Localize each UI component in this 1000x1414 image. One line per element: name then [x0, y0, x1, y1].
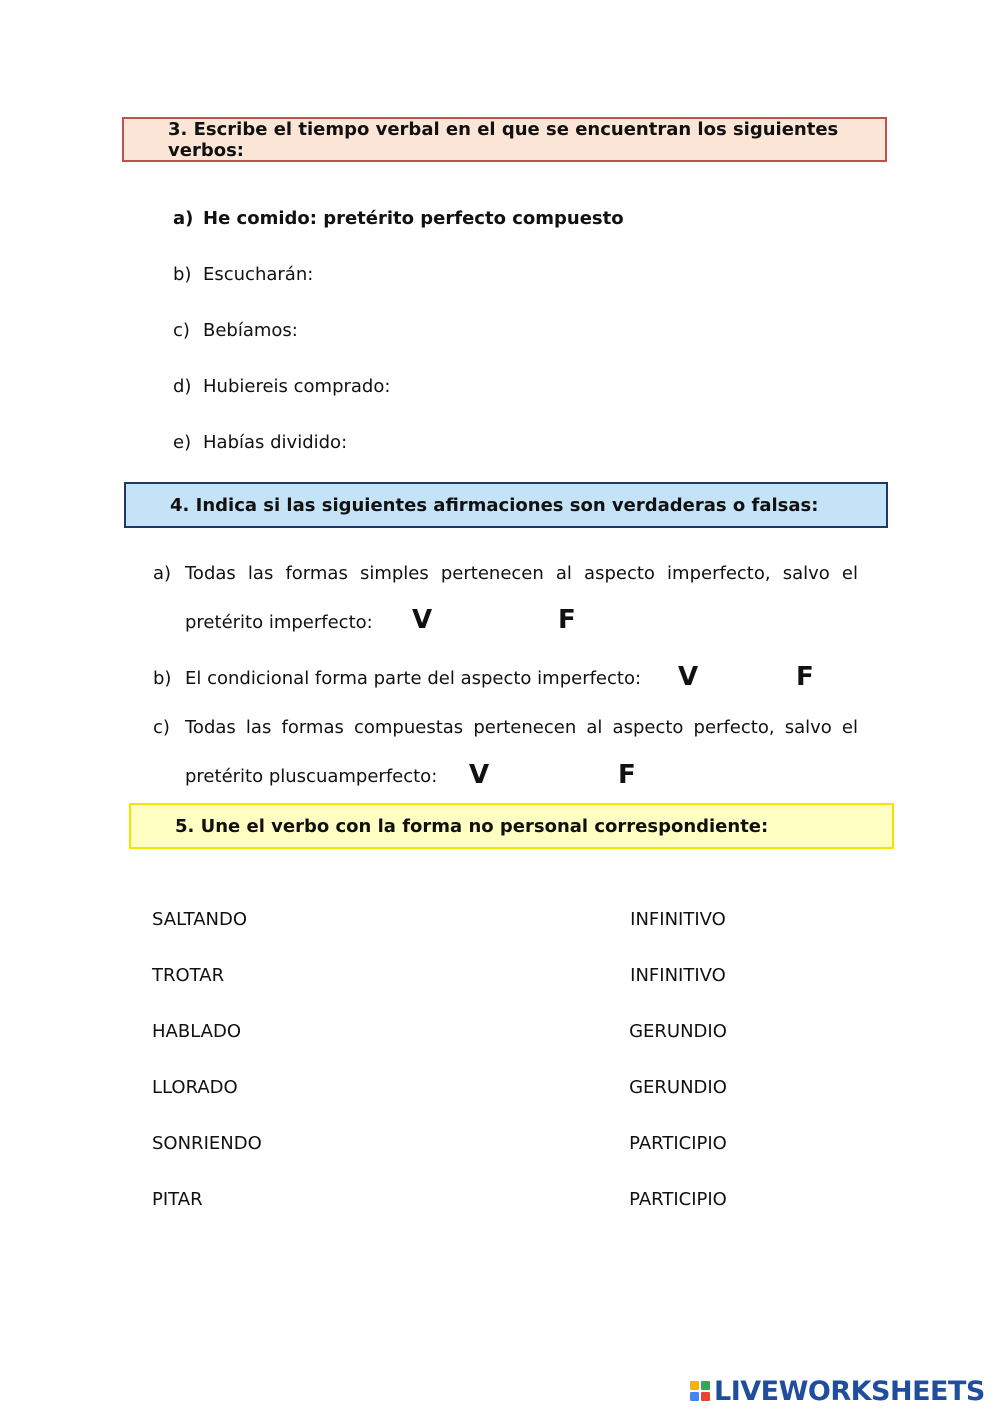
item-text: Escucharán:: [203, 264, 314, 285]
form-item[interactable]: INFINITIVO: [630, 965, 726, 986]
form-item[interactable]: GERUNDIO: [629, 1021, 727, 1042]
section-3-header: [122, 117, 887, 162]
item-letter: a): [173, 208, 194, 229]
false-option-4c[interactable]: F: [618, 760, 636, 790]
true-option-4b[interactable]: V: [678, 662, 699, 692]
statement-line-2: pretérito imperfecto:: [185, 612, 373, 633]
statement-line-1: Todas las formas simples pertenecen al aspecto imperfecto, salvo el: [185, 563, 858, 584]
item-text: Bebíamos:: [203, 320, 298, 341]
form-item[interactable]: INFINITIVO: [630, 909, 726, 930]
item-letter: c): [173, 320, 190, 341]
item-letter: b): [173, 264, 192, 285]
section-5-title: 5. Une el verbo con la forma no personal correspondiente:: [175, 815, 769, 837]
section-4-header: [124, 482, 888, 528]
false-option-4b[interactable]: F: [796, 662, 814, 692]
question-3b[interactable]: [173, 264, 313, 285]
verb-item[interactable]: PITAR: [152, 1189, 203, 1210]
verb-item[interactable]: SALTANDO: [152, 909, 248, 930]
statement-4c: [153, 717, 858, 787]
statement-4a: [153, 563, 858, 633]
question-3d[interactable]: [173, 376, 390, 397]
form-item[interactable]: PARTICIPIO: [629, 1189, 727, 1210]
item-letter: a): [153, 563, 172, 584]
form-item[interactable]: PARTICIPIO: [629, 1133, 727, 1154]
item-text: Habías dividido:: [203, 432, 348, 453]
statement-line-1: Todas las formas compuestas pertenecen al aspecto perfecto, salvo el: [185, 717, 858, 738]
logo-text: LIVEWORKSHEETS: [714, 1375, 985, 1407]
form-item[interactable]: GERUNDIO: [629, 1077, 727, 1098]
verb-item[interactable]: TROTAR: [152, 965, 225, 986]
verb-item[interactable]: HABLADO: [152, 1021, 241, 1042]
section-5-header: [129, 803, 894, 849]
section-3-title: 3. Escribe el tiempo verbal en el que se encuentran los siguientes verbos:: [168, 118, 839, 161]
item-letter: b): [153, 668, 172, 689]
false-option-4a[interactable]: F: [558, 605, 576, 635]
question-3c[interactable]: [173, 320, 298, 341]
true-option-4a[interactable]: V: [412, 605, 433, 635]
true-option-4c[interactable]: V: [469, 760, 490, 790]
item-letter: d): [173, 376, 192, 397]
item-letter: e): [173, 432, 192, 453]
item-text: He comido: pretérito perfecto compuesto: [203, 208, 624, 229]
statement-line-2: pretérito pluscuamperfecto:: [185, 766, 438, 787]
question-3a: [173, 208, 624, 229]
item-text: Hubiereis comprado:: [203, 376, 391, 397]
verb-item[interactable]: LLORADO: [152, 1077, 238, 1098]
section-4-title: 4. Indica si las siguientes afirmaciones son verdaderas o falsas:: [170, 494, 819, 516]
item-letter: c): [153, 717, 170, 738]
statement-4b: [153, 668, 858, 692]
statement-line-1: El condicional forma parte del aspecto imperfecto:: [185, 668, 642, 689]
liveworksheets-logo: [690, 1374, 985, 1408]
logo-icon: [690, 1381, 710, 1401]
verb-item[interactable]: SONRIENDO: [152, 1133, 262, 1154]
question-3e[interactable]: [173, 432, 347, 453]
